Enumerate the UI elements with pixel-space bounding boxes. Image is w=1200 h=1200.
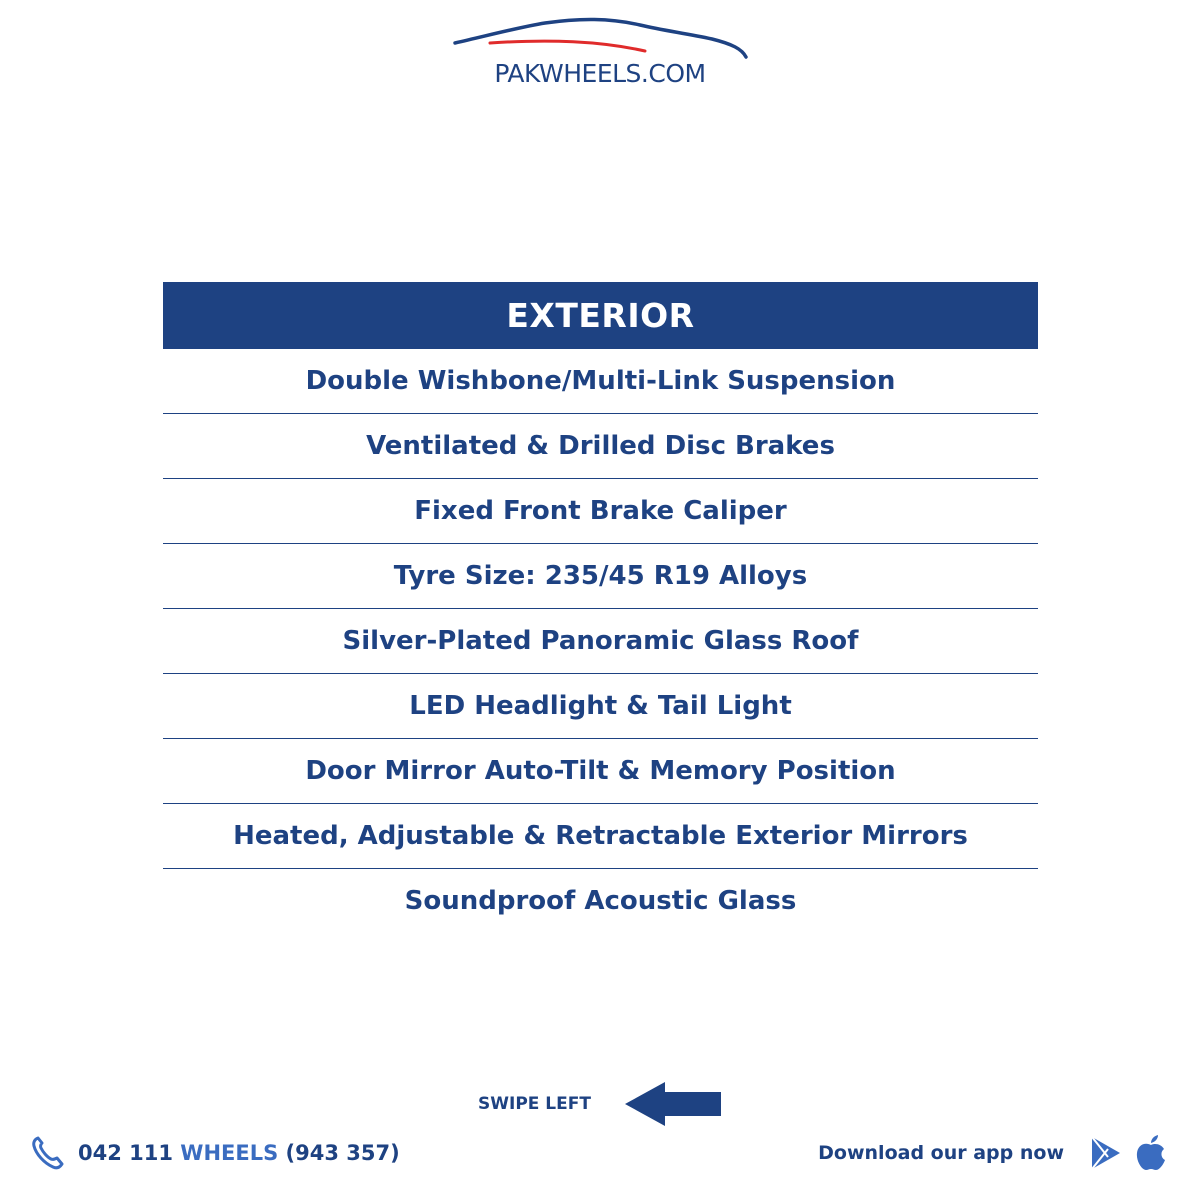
swipe-hint (478, 1084, 721, 1124)
car-silhouette-icon (450, 15, 750, 59)
pakwheels-logo (450, 15, 750, 95)
table-row: Ventilated & Drilled Disc Brakes (163, 414, 1038, 479)
phone-number-word: WHEELS (180, 1141, 279, 1165)
table-row: Soundproof Acoustic Glass (404, 886, 797, 916)
exterior-features-table (163, 282, 1038, 933)
phone-number[interactable] (78, 1141, 400, 1165)
table-header: EXTERIOR (163, 282, 1038, 349)
table-row: LED Headlight & Tail Light (163, 674, 1038, 739)
swipe-label: SWIPE LEFT (478, 1094, 591, 1114)
contact-phone (30, 1133, 400, 1173)
app-download (818, 1131, 1168, 1175)
google-play-icon[interactable] (1090, 1135, 1122, 1171)
table-row: Silver-Plated Panoramic Glass Roof (163, 609, 1038, 674)
phone-icon (30, 1135, 66, 1171)
table-row: Fixed Front Brake Caliper (163, 479, 1038, 544)
phone-number-digits: (943 357) (278, 1141, 400, 1165)
table-row: Double Wishbone/Multi-Link Suspension (163, 349, 1038, 414)
arrow-left-icon (625, 1080, 721, 1128)
phone-number-prefix: 042 111 (78, 1141, 181, 1165)
table-row: Heated, Adjustable & Retractable Exterior Mirrors (163, 804, 1038, 869)
apple-icon[interactable] (1134, 1134, 1168, 1172)
logo-wordmark: PAKWHEELS.COM (494, 59, 706, 88)
app-download-text: Download our app now (818, 1142, 1064, 1164)
table-row: Door Mirror Auto-Tilt & Memory Position (163, 739, 1038, 804)
table-row: Tyre Size: 235/45 R19 Alloys (163, 544, 1038, 609)
